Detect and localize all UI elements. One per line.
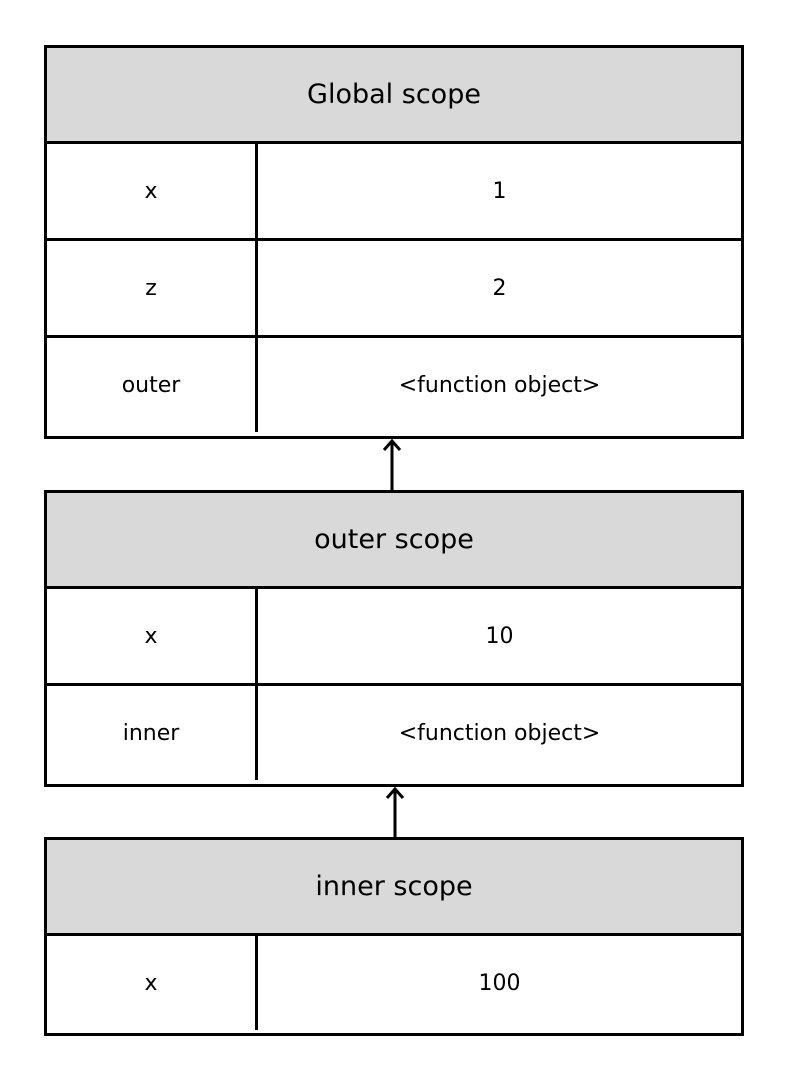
table-row — [47, 241, 741, 338]
variable-name: z — [47, 241, 258, 335]
variable-value: 10 — [485, 623, 514, 649]
variable-value: 100 — [478, 970, 521, 996]
table-row — [47, 686, 741, 780]
global-scope-table — [44, 45, 744, 439]
variable-name: inner — [47, 686, 258, 780]
table-row — [47, 144, 741, 241]
inner-scope-table — [44, 837, 744, 1036]
variable-name: outer — [47, 338, 258, 432]
arrow-up-icon — [380, 437, 404, 493]
outer-scope-table — [44, 490, 744, 787]
variable-value: <function object> — [398, 372, 601, 398]
variable-value: <function object> — [398, 720, 601, 746]
table-row — [47, 589, 741, 686]
scope-title: Global scope — [47, 48, 741, 144]
scope-title: inner scope — [47, 840, 741, 936]
table-row — [47, 936, 741, 1030]
scope-title: outer scope — [47, 493, 741, 589]
variable-name: x — [47, 589, 258, 683]
variable-name: x — [47, 936, 258, 1030]
arrow-up-icon — [383, 785, 407, 841]
variable-value: 1 — [492, 178, 507, 204]
variable-name: x — [47, 144, 258, 238]
variable-value: 2 — [492, 275, 507, 301]
table-row — [47, 338, 741, 432]
